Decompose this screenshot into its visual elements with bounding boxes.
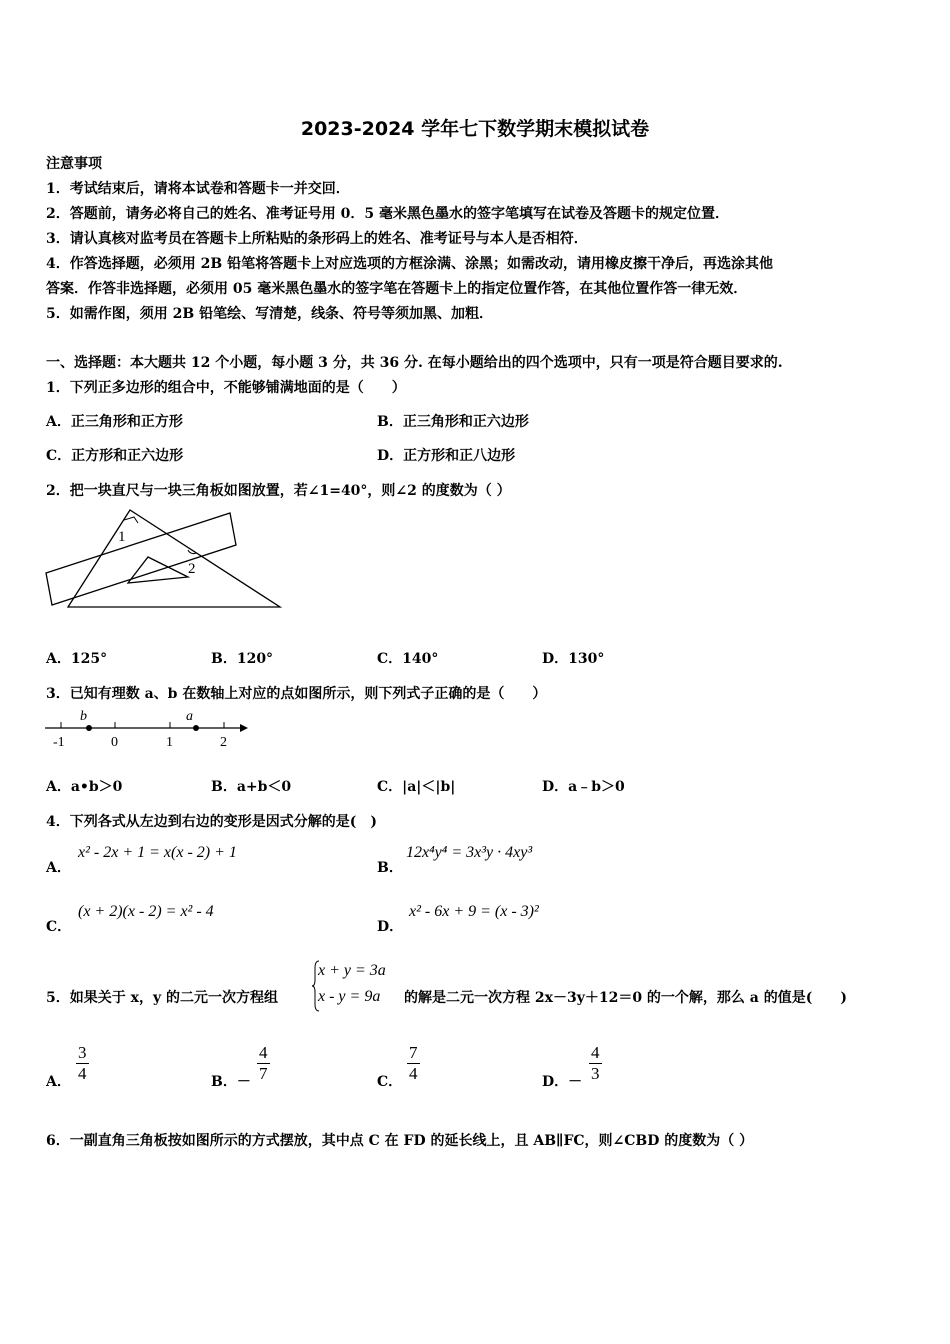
notice-heading: 注意事项 [46, 156, 102, 172]
ruler-triangle-figure [40, 505, 290, 615]
q5-option-d-fraction [589, 1043, 602, 1084]
notice-item: 1．考试结束后，请将本试卷和答题卡一并交回． [46, 181, 350, 197]
question-4-stem: 4．下列各式从左边到右边的变形是因式分解的是( ) [46, 814, 377, 830]
angle-1-label: 1 [118, 529, 126, 545]
q4-option-c-label: C． [46, 919, 72, 935]
q4-option-a-expr: x² - 2x + 1 = x(x - 2) + 1 [78, 844, 237, 861]
q3-option-d: D．a﹣b＞0 [542, 779, 625, 795]
fraction-denominator: 4 [409, 1064, 418, 1083]
q5-option-a-fraction [76, 1043, 89, 1084]
q2-option-c: C．140° [377, 651, 439, 667]
q4-option-b-expr: 12x⁴y⁴ = 3x³y · 4xy³ [406, 844, 533, 861]
tick-label: 1 [166, 735, 173, 750]
point-b-label: b [80, 709, 87, 724]
equation-1: x + y = 3a [318, 962, 386, 979]
q5-option-b-label: B．－ [211, 1074, 251, 1090]
q4-option-b-label: B． [377, 860, 403, 876]
axis-arrow [240, 724, 248, 732]
q2-option-d: D．130° [542, 651, 605, 667]
q3-option-a: A．a•b＞0 [46, 779, 123, 795]
q3-option-b: B．a+b＜0 [211, 779, 292, 795]
notice-item: 4．作答选择题，必须用 2B 铅笔将答题卡上对应选项的方框涂满、涂黑；如需改动，请用橡皮擦干净后，再选涂其他 [46, 256, 774, 272]
fraction-numerator: 4 [591, 1043, 600, 1062]
q1-option-d: D．正方形和正八边形 [377, 448, 516, 464]
question-6-stem: 6．一副直角三角板按如图所示的方式摆放，其中点 C 在 FD 的延长线上，且 AB∥FC，则∠CBD 的度数为（ ） [46, 1133, 754, 1149]
q4-option-c-expr: (x + 2)(x - 2) = x² - 4 [78, 903, 214, 920]
q2-option-a: A．125° [46, 651, 108, 667]
ruler-shape [46, 513, 236, 605]
q5-option-c-fraction [407, 1043, 420, 1084]
q5-option-c-label: C． [377, 1074, 403, 1090]
equation-system [318, 958, 386, 1010]
q5-option-d-label: D．－ [542, 1074, 583, 1090]
tick-label: 2 [220, 735, 227, 750]
equation-2: x - y = 9a [318, 988, 381, 1005]
q2-option-b: B．120° [211, 651, 274, 667]
notice-item: 5．如需作图，须用 2B 铅笔绘、写清楚，线条、符号等须加黑、加粗． [46, 306, 494, 322]
fraction-denominator: 3 [591, 1064, 600, 1083]
q3-option-c: C．|a|＜|b| [377, 779, 456, 795]
section-heading: 一、选择题：本大题共 12 个小题，每小题 3 分，共 36 分. 在每小题给出的四个选项中，只有一项是符合题目要求的. [46, 355, 783, 371]
notice-item: 2．答题前，请务必将自己的姓名、准考证号用 0．5 毫米黑色墨水的签字笔填写在试卷及答题卡的规定位置． [46, 206, 729, 222]
q5-option-b-fraction [257, 1043, 270, 1084]
q5-option-a-label: A． [46, 1074, 71, 1090]
point-a-label: a [186, 709, 193, 724]
q4-option-d-expr: x² - 6x + 9 = (x - 3)² [409, 903, 539, 920]
fraction-denominator: 4 [78, 1064, 87, 1083]
tick-label: 0 [111, 735, 118, 750]
outer-triangle [68, 510, 280, 607]
notice-item: 答案．作答非选择题，必须用 05 毫米黑色墨水的签字笔在答题卡上的指定位置作答，在其他位置作答一律无效． [46, 281, 748, 297]
fraction-numerator: 3 [78, 1043, 87, 1062]
number-line-figure [40, 706, 255, 751]
angle-2-label: 2 [188, 561, 196, 577]
question-5-stem-post: 的解是二元一次方程 2x－3y＋12＝0 的一个解，那么 a 的值是( ) [404, 990, 848, 1006]
q1-option-a: A．正三角形和正方形 [46, 414, 183, 430]
question-3-stem: 3．已知有理数 a、b 在数轴上对应的点如图所示，则下列式子正确的是（ ） [46, 686, 547, 702]
question-1-stem: 1．下列正多边形的组合中，不能够铺满地面的是（ ） [46, 380, 406, 396]
tick-label: -1 [53, 735, 65, 750]
question-5-stem-pre: 5．如果关于 x，y 的二元一次方程组 [46, 990, 278, 1006]
q4-option-a-label: A． [46, 860, 71, 876]
page-title: 2023-2024 学年七下数学期末模拟试卷 [300, 118, 650, 140]
q4-option-d-label: D． [377, 919, 404, 935]
fraction-numerator: 4 [259, 1043, 268, 1062]
fraction-numerator: 7 [409, 1043, 418, 1062]
question-2-stem: 2．把一块直尺与一块三角板如图放置，若∠1=40°，则∠2 的度数为（ ） [46, 483, 511, 499]
q1-option-b: B．正三角形和正六边形 [377, 414, 529, 430]
right-angle-mark [124, 517, 138, 523]
point-b [86, 725, 92, 731]
notice-item: 3．请认真核对监考员在答题卡上所粘贴的条形码上的姓名、准考证号与本人是否相符． [46, 231, 588, 247]
q1-option-c: C．正方形和正六边形 [46, 448, 184, 464]
fraction-denominator: 7 [259, 1064, 268, 1083]
point-a [193, 725, 199, 731]
